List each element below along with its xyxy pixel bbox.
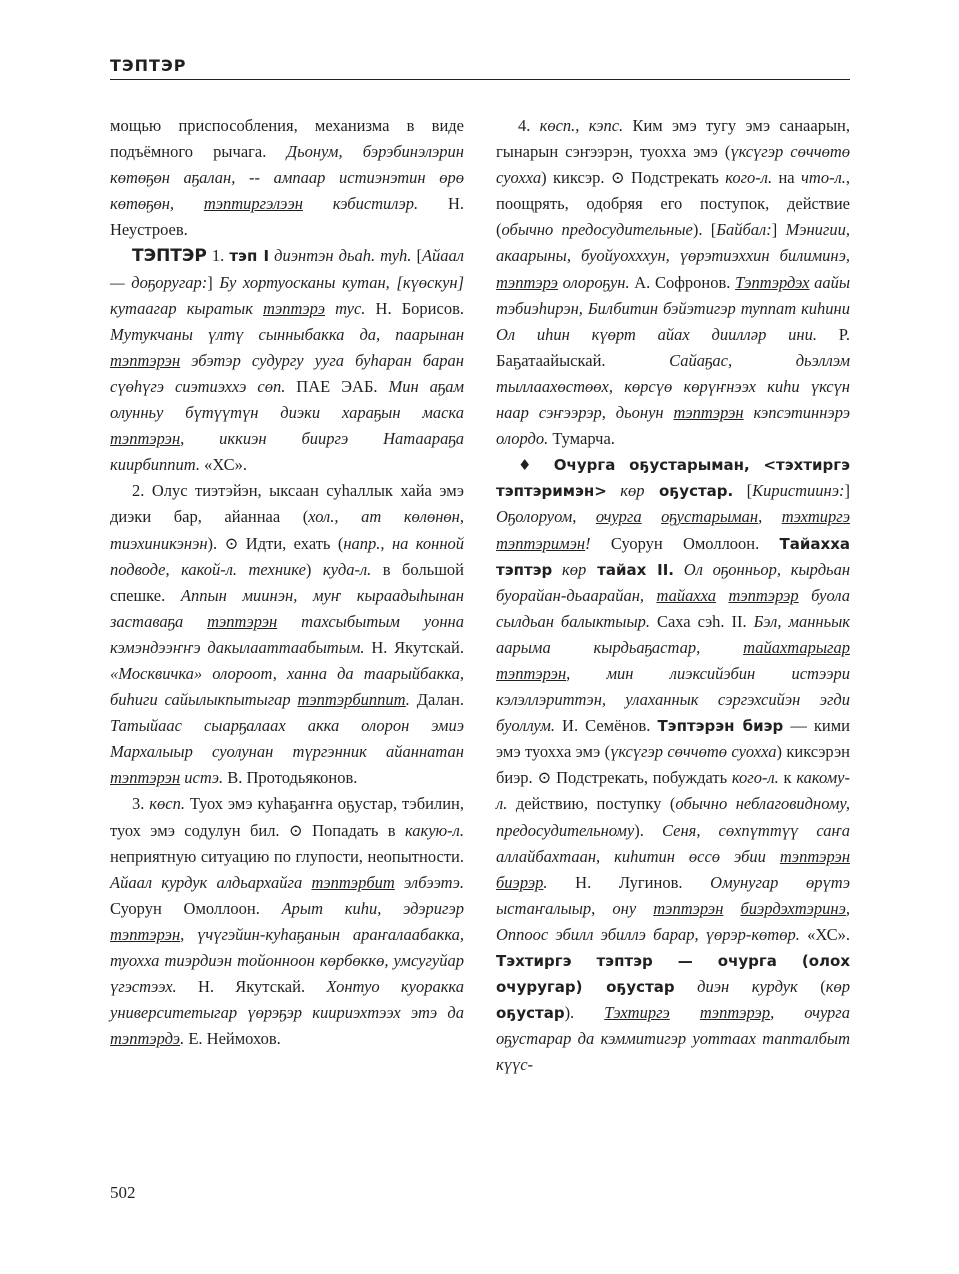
headword-example: биэрдэхтэринэ — [740, 898, 846, 918]
italic-text: . — [405, 690, 410, 710]
italic-text: көр — [552, 559, 587, 579]
bold-term: тайах II. — [586, 560, 675, 579]
sense-4 — [496, 113, 850, 452]
italic-text: көр — [825, 977, 850, 997]
text-run: Ким эмэ тугу эмэ санаарын, гынарын сэҥээрэн, туохха эмэ ( — [496, 116, 850, 162]
italic-text: буола сылдьан балыктыыр. — [496, 585, 850, 631]
text-run: Н. Якутскай. — [364, 637, 464, 657]
text-run: А. Софронов. — [629, 272, 736, 292]
text-run: в большой спешке. — [110, 559, 464, 605]
text-run: ). — [564, 1003, 605, 1023]
text-run: ). ⊙ Идти, ехать ( — [207, 533, 344, 553]
headword-example: Тэхтиргэ — [604, 1003, 670, 1023]
page-number: 502 — [110, 1183, 136, 1202]
text-run: ) — [305, 559, 323, 579]
header-rule — [110, 79, 850, 80]
italic-text: хол., ат көлөнөн, тиэхиникэнэн — [110, 507, 464, 553]
headword-example: тэптэрэн — [110, 768, 181, 788]
text-run: И. Семёнов. — [554, 716, 658, 736]
italic-text: , иккиэн бииргэ Натаараҕа киирбиппит. — [110, 429, 464, 475]
text-run: Н. Лугинов. — [547, 872, 711, 892]
italic-text: көсп. — [149, 794, 185, 814]
text-run: Тумарча. — [548, 429, 615, 449]
italic-text: Айаал курдук алдьархайга — [110, 872, 312, 892]
bold-term: оҕустар. — [644, 482, 734, 501]
italic-text: Дьонум, бэрэбинэлэрин көтөҕөн аҕалан, -- ампаар истиэнэтин өрө көтөҕөн, — [110, 142, 464, 214]
phraseology — [496, 452, 850, 1078]
text-run: 1. — [206, 246, 230, 266]
text-run: ( — [797, 977, 826, 997]
text-run: ) киксэрэн биэр. ⊙ Подстрекать, побуждать — [496, 742, 850, 788]
text-run: ] — [207, 272, 220, 292]
italic-text: олороҕун. — [557, 272, 630, 292]
italic-text: какую-л. — [404, 820, 464, 840]
headword-example: тэптэрэн — [673, 403, 744, 423]
left-column — [110, 113, 464, 1052]
bold-term: Тэхтиргэ тэптэр — очурга (олох очуругар) оҕустар — [496, 952, 850, 997]
italic-text: Оҕолоруом, — [496, 507, 596, 527]
italic-text: кэпсэтиннэрэ олордо. — [496, 403, 850, 449]
text-run: Н. Борисов. — [365, 298, 464, 318]
italic-text — [642, 507, 661, 526]
italic-text: истэ. — [180, 768, 224, 788]
text-run: [ — [733, 481, 753, 501]
text-run: Н. Якутскай. — [176, 977, 327, 997]
italic-text: элбээтэ. — [394, 872, 464, 892]
text-run: «ХС». — [799, 924, 850, 944]
italic-text: кэбистилэр. — [302, 194, 419, 214]
entry-headword: ТЭПТЭР — [132, 246, 207, 267]
text-run: Туох эмэ куһаҕаҥҥа оҕустар, тэбилин, туох эмэ содулун бил. ⊙ Попадать в — [110, 794, 464, 840]
text-run: Суорун Омоллоон. — [110, 898, 282, 918]
italic-text: , — [758, 507, 782, 527]
headword-example: тайахтарыгар — [743, 637, 850, 657]
headword-example: тэптэрэр — [699, 1003, 771, 1023]
italic-text: үксүгэр сөччөтө суохха — [496, 142, 851, 188]
italic-text: кого-л. — [731, 768, 779, 788]
paragraph — [110, 113, 464, 243]
text-run: 2. Олус тиэтэйэн, ыксаан суһаллык хайа эмэ диэки бар, айаннаа ( — [110, 481, 464, 527]
entry-teptor — [110, 243, 464, 478]
italic-text: Бу хортуосканы кутан, [күөскун] кутаагар кыратык — [110, 272, 465, 318]
text-run: 3. — [132, 794, 150, 814]
italic-text: эбэтэр судургу ууга буһаран баран сүөһүгэ сиэтиэххэ сөп. — [110, 350, 464, 396]
headword-example: тэптэрэн — [110, 924, 181, 944]
text-run: — кими эмэ туохха эмэ ( — [496, 716, 850, 762]
sense-2 — [110, 478, 464, 791]
italic-text: , Оппоос эбилл эбиллэ барар, үөрэр-көтөр. — [496, 898, 850, 944]
italic-text: Мэнигии, акаарыны, буойуохххун, үөрэтиэххин билиминэ, — [496, 220, 850, 266]
italic-text: көсп., кэпс. — [539, 116, 624, 135]
text-run: Саха сэһ. II. — [650, 611, 754, 631]
headword-example: биэрэр — [496, 872, 544, 892]
headword-example: тэптэрэн — [110, 429, 181, 449]
italic-text: , үчүгэйин-куһаҕанын араҥалаабакка, туохха тиэрдиэн тойонноон көрбөккө, умсугуйар үгэстээх. — [110, 924, 464, 997]
bold-term: Тэптэрэн биэр — [657, 717, 784, 736]
headword-example: тэптэрэн — [207, 611, 278, 631]
italic-text: Бэл, манньык аарыма кырдьаҕастар, — [496, 611, 850, 657]
text-run: ). — [634, 820, 663, 840]
headword-example: тайахха — [656, 585, 716, 605]
italic-text: Ол оҕонньор, кырдьан буорайан-дьаарайан, — [496, 559, 850, 605]
text-run: Далан. — [409, 690, 464, 710]
bold-term: тэп I — [229, 247, 270, 266]
text-run: мощью приспособления, механизма в виде подъёмного рычага. — [110, 116, 464, 162]
italic-text: ! — [585, 533, 591, 553]
italic-text: Омунугар өрүтэ ыстаҥалыыр, ону — [496, 872, 850, 918]
italic-text: , мин лиэксийэбин истээри кэлэллэриттэн, улаханнык сэргэхсийэн эгди буоллум. — [496, 663, 850, 736]
text-run: ПАЕ ЭАБ. — [285, 376, 389, 396]
italic-text: «Москвичка» олороот, ханна да таарыйбакка, биһиги сайылыкпытыгар — [110, 663, 464, 710]
headword-example: тэптэрэн — [779, 846, 850, 866]
italic-text: Хонтуо куоракка университетыгар үөрэҕэр киириэхтээх этэ да — [110, 977, 464, 1023]
headword-example: тэптэрэ — [496, 272, 558, 292]
text-run: «ХС». — [200, 455, 248, 475]
text-run: Суорун Омоллоон. — [590, 533, 780, 553]
headword-example: тэптэрэн — [110, 350, 181, 370]
italic-text: Аппын миинэн, муҥ кыраадыһынан заставаҕа — [110, 585, 464, 631]
headword-example: тэптэрэ — [263, 298, 325, 318]
italic-text: Мин аҕам олунньу бүтүүтүн диэки хараҕын маска — [110, 376, 464, 423]
italic-text: тус. — [325, 298, 366, 318]
text-run: неприятную ситуацию по глупости, неопытности. — [110, 846, 464, 866]
bold-term: ♦ Очурга оҕустарыман, <тэхтиргэ тэптэримэн> — [496, 456, 850, 501]
text-run: на — [772, 168, 802, 188]
italic-text: Мутукчаны үлтү сынныбакка да, паарынан — [110, 324, 464, 344]
italic-text: Айаал — доҕоругар: — [110, 246, 464, 292]
text-run: В. Протодьяконов. — [223, 768, 358, 788]
italic-text: көр — [606, 481, 645, 501]
italic-text: тахсыбытым уонна кэмэндээҥҥэ дакылааттаабытым. — [110, 611, 464, 657]
italic-text: аайы тэбиэһирэн, Билбитин бэйэтигэр туппат киһини Ол иһин күөрт айах диилләр ини. — [496, 272, 850, 344]
text-run: Н. Неустроев. — [110, 194, 464, 240]
italic-text: Сеня, сөхпүттүү саҥа аллайбахтаан, киһитин өссө эбии — [496, 820, 851, 866]
text-run: ] — [844, 481, 851, 501]
headword-example: оҕустарыман — [661, 507, 759, 527]
text-run: Р. Баҕатаайыскай. — [496, 324, 850, 370]
headword-example: тэптэрэр — [728, 585, 799, 605]
italic-text: Байбал: — [716, 220, 772, 240]
running-title: ТЭПТЭР — [110, 56, 187, 75]
italic-text: напр., на конной подводе, какой-л. технике — [110, 533, 464, 579]
italic-text: . — [180, 1029, 185, 1049]
headword-example: тэптэрбит — [311, 872, 395, 892]
text-run: [ — [411, 246, 422, 266]
headword-example: тэптэрбиппит — [297, 690, 406, 710]
italic-text — [670, 1003, 700, 1022]
italic-text: диэн курдук — [674, 977, 798, 997]
italic-text: куда-л. — [322, 559, 372, 579]
text-run: ). [ — [692, 220, 717, 240]
text-run: Е. Неймохов. — [184, 1029, 281, 1049]
text-run: ) киксэр. ⊙ Подстрекать — [541, 168, 726, 188]
text-run: к — [778, 768, 797, 788]
text-run: действию, поступку ( — [507, 794, 676, 814]
headword-example: тэптэрдэ — [110, 1029, 181, 1049]
sense-3 — [110, 791, 464, 1052]
italic-text — [716, 586, 728, 605]
italic-text: үксүгэр сөччөтө суохха — [610, 742, 777, 762]
italic-text: Сайаҕас, дьэллэм тыллаахөстөөх, көрсүө көрүҥнээх киһи үксүн наар сэҥээрэр, дьонун — [496, 350, 850, 423]
italic-text: . — [543, 872, 548, 892]
italic-text: обычно предосудительные — [501, 220, 693, 240]
italic-text: какому-л. — [496, 768, 850, 814]
headword-example: тэхтиргэ — [781, 507, 851, 527]
italic-text: Киристиинэ: — [752, 481, 845, 501]
italic-text — [723, 899, 740, 918]
headword-example: тэптэрэн — [496, 663, 567, 683]
italic-text: кого-л. — [725, 168, 773, 188]
text-run: 4. — [518, 116, 540, 135]
italic-text: что-л. — [801, 168, 846, 188]
italic-text: диэнтэн дьаһ. туһ. — [269, 246, 412, 266]
text-run: ] — [771, 220, 786, 240]
italic-text: обычно неблаговидному, предосудительному — [496, 794, 850, 840]
italic-text: Арыт киһи, эдэригэр — [281, 898, 465, 918]
bold-term: Тайахха тэптэр — [496, 534, 850, 579]
right-column — [496, 113, 850, 1078]
headword-example: очурга — [595, 507, 642, 527]
headword-example: тэптэримэн — [496, 533, 586, 553]
headword-example: Тэптэрдэх — [735, 272, 810, 292]
italic-text: Татыйаас сыарҕалаах акка олорон эмиэ Мархалыыр суолунан түргэнник айаннатан — [110, 716, 464, 762]
bold-term: оҕустар — [496, 1004, 565, 1023]
headword-example: тэптиргэлээн — [203, 194, 303, 214]
text-run: , поощрять, одобряя его поступок, действие ( — [496, 168, 851, 240]
headword-example: тэптэрэн — [653, 898, 724, 918]
italic-text: , очурга оҕустарар да кэммитигэр уоттаах тапталбыт күүс- — [496, 1003, 850, 1075]
